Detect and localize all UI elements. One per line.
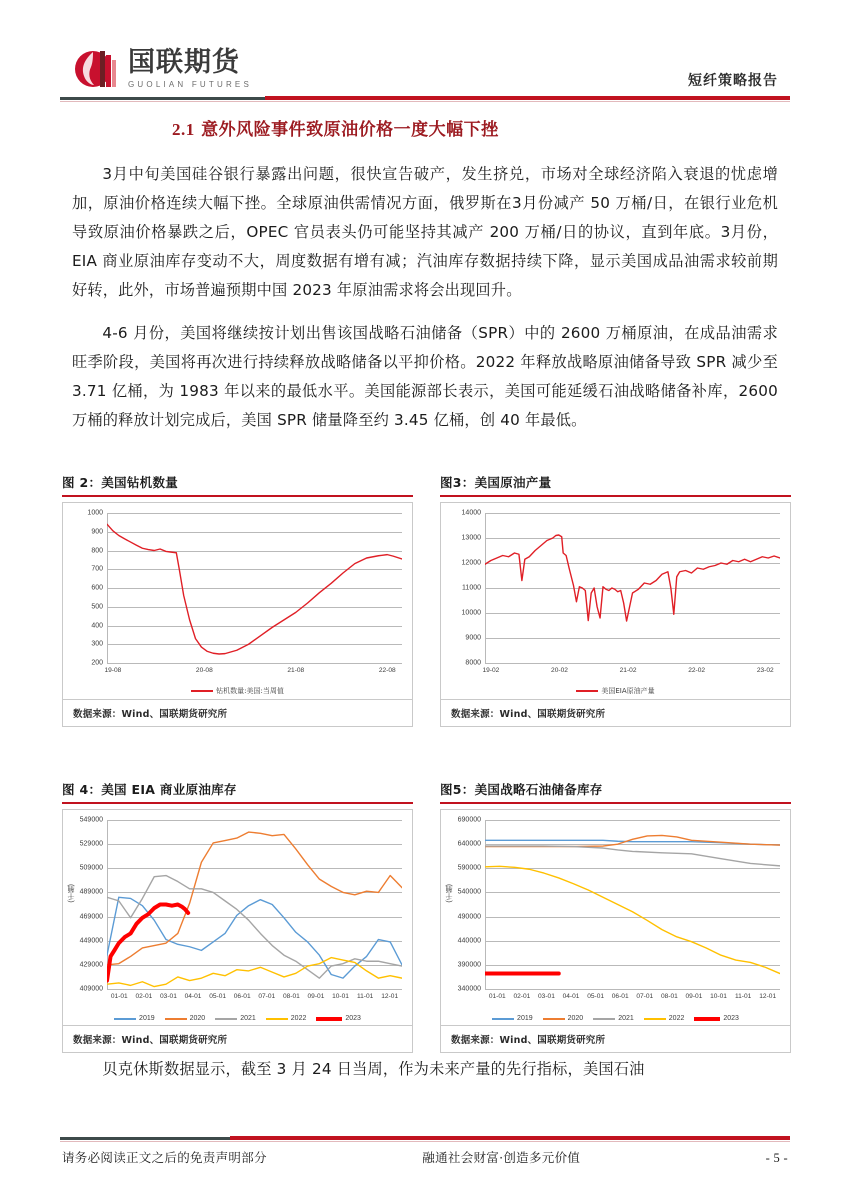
figure-5-source: 数据来源：Wind、国联期货研究所 (441, 1025, 790, 1052)
x-axis-tick-label: 04-01 (562, 993, 580, 1000)
footer-disclaimer: 请务必阅读正文之后的免责声明部分 (62, 1150, 267, 1165)
logo-text-cn: 国联期货 (128, 47, 240, 78)
legend-label: 2019 (517, 1015, 533, 1022)
page-header (0, 0, 850, 108)
y-axis-tick-label: 300 (91, 640, 103, 648)
legend-label: 2021 (240, 1015, 256, 1022)
y-axis-tick-label: 590000 (457, 864, 481, 872)
x-axis-tick-label: 10-01 (332, 993, 349, 1000)
legend-label: 2020 (567, 1015, 584, 1022)
y-axis-tick-label: 490000 (457, 913, 481, 921)
legend-item (215, 1015, 256, 1022)
chart-legend (441, 686, 790, 696)
legend-label: 2019 (139, 1015, 155, 1022)
figure-2-caption: 图 2：美国钻机数量 (62, 475, 179, 490)
plot-area (457, 816, 780, 1000)
figure-4-caption: 图 4：美国 EIA 商业原油库存 (62, 782, 237, 797)
footer-divider (0, 1136, 850, 1141)
x-axis-tick-label: 03-01 (160, 993, 177, 1000)
y-axis-tick-label: 600 (91, 584, 103, 592)
figure-2-rule (62, 495, 413, 497)
y-axis-tick-label: 640000 (457, 840, 481, 848)
x-axis-tick-label: 20-08 (195, 667, 213, 674)
x-axis-tick-label: 05-01 (209, 993, 227, 1000)
y-axis-tick-label: 700 (91, 565, 103, 573)
y-axis-tick-label: 1000 (87, 509, 103, 517)
legend-swatch (114, 1018, 136, 1020)
y-axis-tick-label: 12000 (461, 559, 481, 567)
y-axis-tick-label: 400 (91, 622, 103, 629)
header-divider (0, 96, 850, 101)
y-axis-tick-label: 390000 (457, 961, 481, 969)
figure-2-box (62, 502, 413, 727)
x-axis-tick-label: 19-08 (104, 667, 122, 674)
legend-label: 2023 (723, 1015, 739, 1022)
x-axis-tick-label: 09-01 (685, 993, 703, 1000)
x-axis-tick-label: 06-01 (611, 993, 629, 1000)
y-axis-tick-label: 440000 (457, 937, 481, 945)
x-axis-tick-label: 11-01 (356, 993, 374, 1000)
figure-5-chart (441, 810, 790, 1025)
figure-3 (440, 473, 791, 727)
legend-swatch (593, 1018, 615, 1020)
y-axis-tick-label: 900 (91, 528, 103, 536)
y-axis-tick-label: 340000 (457, 985, 481, 993)
guolian-flame-logo-icon (72, 46, 118, 92)
x-axis-tick-label: 20-02 (551, 667, 568, 674)
x-axis-tick-label: 05-01 (587, 993, 605, 1000)
x-axis-tick-label: 12-01 (759, 993, 777, 1000)
legend-swatch (644, 1018, 666, 1020)
x-axis-tick-label: 10-01 (710, 993, 727, 1000)
paragraph-2: 4-6 月份，美国将继续按计划出售该国战略石油储备（SPR）中的 2600 万桶原油，在成品油需求旺季阶段，美国将再次进行持续释放战略储备以平抑价格。2022 年释放战略原油储备导致 SPR 减少至 3.71 亿桶，为 1983 年以来的最低水平。美国能源部长表示，美国可能延缓石油战略储备补库，2600 万桶的释放计划完成后，美国 SPR 储量降至约 3.45 亿桶，创 40 年最低。 (72, 324, 778, 429)
figure-2 (62, 473, 413, 727)
legend-item (543, 1015, 584, 1022)
x-axis-tick-label: 03-01 (538, 993, 555, 1000)
x-axis-tick-label: 01-01 (488, 993, 506, 1000)
y-axis-tick-label: 429000 (79, 961, 103, 969)
gridline (485, 663, 780, 664)
legend-item (593, 1015, 634, 1022)
x-axis-tick-label: 07-01 (258, 993, 276, 1000)
x-axis-tick-label: 21-02 (619, 667, 637, 674)
legend-swatch (215, 1018, 237, 1020)
legend-swatch (316, 1017, 342, 1021)
x-axis-tick-label: 09-01 (307, 993, 325, 1000)
section-heading (172, 115, 499, 140)
report-title: 短纤策略报告 (688, 73, 778, 89)
footer-slogan: 融通社会财富·创造多元价值 (422, 1150, 581, 1165)
legend-item (316, 1015, 361, 1022)
series-lines (485, 513, 780, 663)
y-axis-title: (千桶) (68, 884, 75, 903)
x-axis-tick-label: 23-02 (756, 667, 774, 674)
y-axis-tick-label: 8000 (465, 659, 481, 667)
tail-text-block (72, 1055, 778, 1098)
figure-4 (62, 780, 413, 1053)
plot-area (87, 509, 402, 674)
series-lines (485, 820, 780, 989)
legend-item (644, 1015, 685, 1022)
legend-item (694, 1015, 739, 1022)
y-axis-tick-label: 549000 (79, 816, 103, 824)
figure-5-box (440, 809, 791, 1053)
legend-item (191, 686, 284, 696)
x-axis-tick-label: 08-01 (282, 993, 300, 1000)
y-axis-tick-label: 489000 (79, 888, 103, 896)
x-axis-tick-label: 08-01 (660, 993, 678, 1000)
page-footer (62, 1148, 788, 1166)
company-logo (72, 46, 252, 92)
paragraph-1: 3月中旬美国硅谷银行暴露出问题，很快宣告破产，发生挤兑，市场对全球经济陷入衰退的忧虑增加，原油价格连续大幅下挫。全球原油供需情况方面，俄罗斯在3月份减产 50 万桶/日，在银行业危机导致原油价格暴跌之后，OPEC 官员表头仍可能坚持其减产 200 万桶/日的协议，直到年底。3月份，EIA 商业原油库存变动不大，周度数据有增有减；汽油库存数据持续下降，显示美国成品油需求较前期好转，此外，市场普遍预期中国 2023 年原油需求将会出现回升。 (72, 165, 778, 299)
figure-2-source: 数据来源：Wind、国联期货研究所 (63, 699, 412, 726)
figure-3-source: 数据来源：Wind、国联期货研究所 (441, 699, 790, 726)
plot-area (79, 816, 402, 1000)
figure-3-box (440, 502, 791, 727)
chart-legend (63, 1015, 412, 1022)
logo-text-en: GUOLIAN FUTURES (128, 80, 253, 89)
legend-item (165, 1015, 206, 1022)
x-axis-tick-label: 12-01 (381, 993, 399, 1000)
y-axis-tick-label: 9000 (465, 634, 481, 642)
x-axis-tick-label: 02-01 (513, 993, 531, 1000)
legend-swatch (576, 690, 598, 692)
figure-2-chart (63, 503, 412, 699)
legend-swatch (266, 1018, 288, 1020)
body-text-block (72, 160, 778, 449)
y-axis-tick-label: 509000 (79, 864, 103, 872)
y-axis-tick-label: 200 (91, 659, 103, 667)
page-number: - 5 - (765, 1151, 788, 1165)
legend-swatch (694, 1017, 720, 1021)
legend-swatch (492, 1018, 514, 1020)
figure-4-source: 数据来源：Wind、国联期货研究所 (63, 1025, 412, 1052)
series-lines (107, 513, 402, 663)
legend-swatch (165, 1018, 187, 1020)
x-axis-tick-label: 01-01 (110, 993, 128, 1000)
legend-label: 2023 (345, 1015, 361, 1022)
figure-4-box (62, 809, 413, 1053)
paragraph-tail: 贝克休斯数据显示，截至 3 月 24 日当周，作为未来产量的先行指标，美国石油 (102, 1060, 645, 1078)
figure-3-rule (440, 495, 791, 497)
series-lines (107, 820, 402, 989)
figure-5-caption: 图5：美国战略石油储备库存 (440, 782, 603, 797)
y-axis-tick-label: 409000 (79, 985, 103, 993)
legend-item (266, 1015, 307, 1022)
gridline (107, 989, 402, 990)
y-axis-tick-label: 800 (91, 547, 103, 554)
y-axis-tick-label: 469000 (79, 913, 103, 921)
chart-legend (441, 1015, 790, 1022)
x-axis-tick-label: 22-08 (378, 667, 396, 674)
x-axis-tick-label: 22-02 (688, 667, 706, 674)
legend-item (114, 1015, 155, 1022)
legend-item (492, 1015, 533, 1022)
gridline (107, 663, 402, 664)
legend-label: 钻机数量:美国:当周值 (216, 687, 284, 695)
legend-label: 2022 (668, 1015, 685, 1022)
figure-5 (440, 780, 791, 1053)
x-axis-tick-label: 21-08 (287, 667, 305, 674)
y-axis-tick-label: 500 (91, 603, 103, 611)
figure-3-chart (441, 503, 790, 699)
y-axis-tick-label: 11000 (462, 584, 481, 592)
legend-label: 2021 (618, 1015, 634, 1022)
figure-4-chart (63, 810, 412, 1025)
legend-swatch (191, 690, 213, 692)
x-axis-tick-label: 02-01 (135, 993, 153, 1000)
y-axis-tick-label: 10000 (461, 609, 481, 617)
section-title-text: 意外风险事件致原油价格一度大幅下挫 (201, 120, 499, 140)
figure-4-rule (62, 802, 413, 804)
legend-label: 2022 (290, 1015, 307, 1022)
legend-swatch (543, 1018, 565, 1020)
x-axis-tick-label: 11-01 (734, 993, 752, 1000)
x-axis-tick-label: 19-02 (482, 667, 500, 674)
x-axis-tick-label: 04-01 (184, 993, 202, 1000)
legend-item (576, 686, 654, 696)
y-axis-tick-label: 14000 (461, 509, 481, 517)
x-axis-tick-label: 06-01 (233, 993, 251, 1000)
legend-label: 美国EIA原油产量 (601, 687, 655, 695)
figure-3-caption: 图3：美国原油产量 (440, 475, 552, 490)
figure-5-rule (440, 802, 791, 804)
chart-legend (63, 686, 412, 696)
legend-label: 2020 (189, 1015, 206, 1022)
plot-area (461, 509, 780, 674)
y-axis-tick-label: 449000 (79, 937, 103, 945)
section-number: 2.1 (172, 120, 195, 139)
y-axis-title: (千桶) (446, 884, 453, 903)
y-axis-tick-label: 690000 (457, 816, 481, 824)
y-axis-tick-label: 13000 (461, 534, 481, 542)
gridline (485, 989, 780, 990)
y-axis-tick-label: 540000 (457, 888, 481, 896)
y-axis-tick-label: 529000 (79, 840, 103, 848)
x-axis-tick-label: 07-01 (636, 993, 654, 1000)
